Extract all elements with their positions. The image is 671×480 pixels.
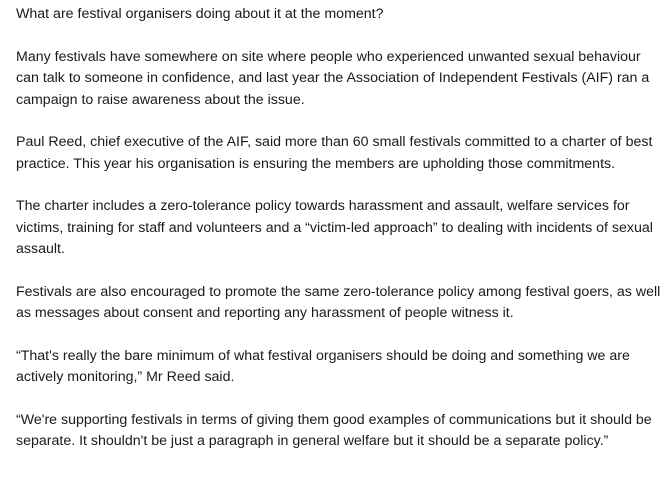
paragraph-festival-goers: Festivals are also encouraged to promote the same zero-tolerance policy among festival goers, as well as messages about consent and reporting any harassment of people witness it. (16, 283, 661, 321)
quote-separate-policy: “We're supporting festivals in terms of giving them good examples of communications but it should be separate. It shouldn't be just a paragraph in general welfare but it should be a separate policy.” (16, 411, 652, 449)
paragraph-welfare-support: Many festivals have somewhere on site where people who experienced unwanted sexual behaviour can talk to someone in confidence, and last year the Association of Independent Festivals (AIF) ran a campaign to raise awareness about the issue. (16, 48, 650, 108)
quote-bare-minimum: “That's really the bare minimum of what festival organisers should be doing and something we are actively monitoring,” Mr Reed said. (16, 347, 630, 385)
section-heading: What are festival organisers doing about it at the moment? (16, 6, 384, 22)
paragraph-charter-contents: The charter includes a zero-tolerance policy towards harassment and assault, welfare services for victims, training for staff and volunteers and a “victim-led approach” to dealing with incidents of sexual assault. (16, 198, 653, 257)
article-body (16, 4, 664, 474)
paragraph-charter-best-practice: Paul Reed, chief executive of the AIF, said more than 60 small festivals committed to a charter of best practice. This year his organisation is ensuring the members are upholding those commitments. (16, 134, 653, 172)
